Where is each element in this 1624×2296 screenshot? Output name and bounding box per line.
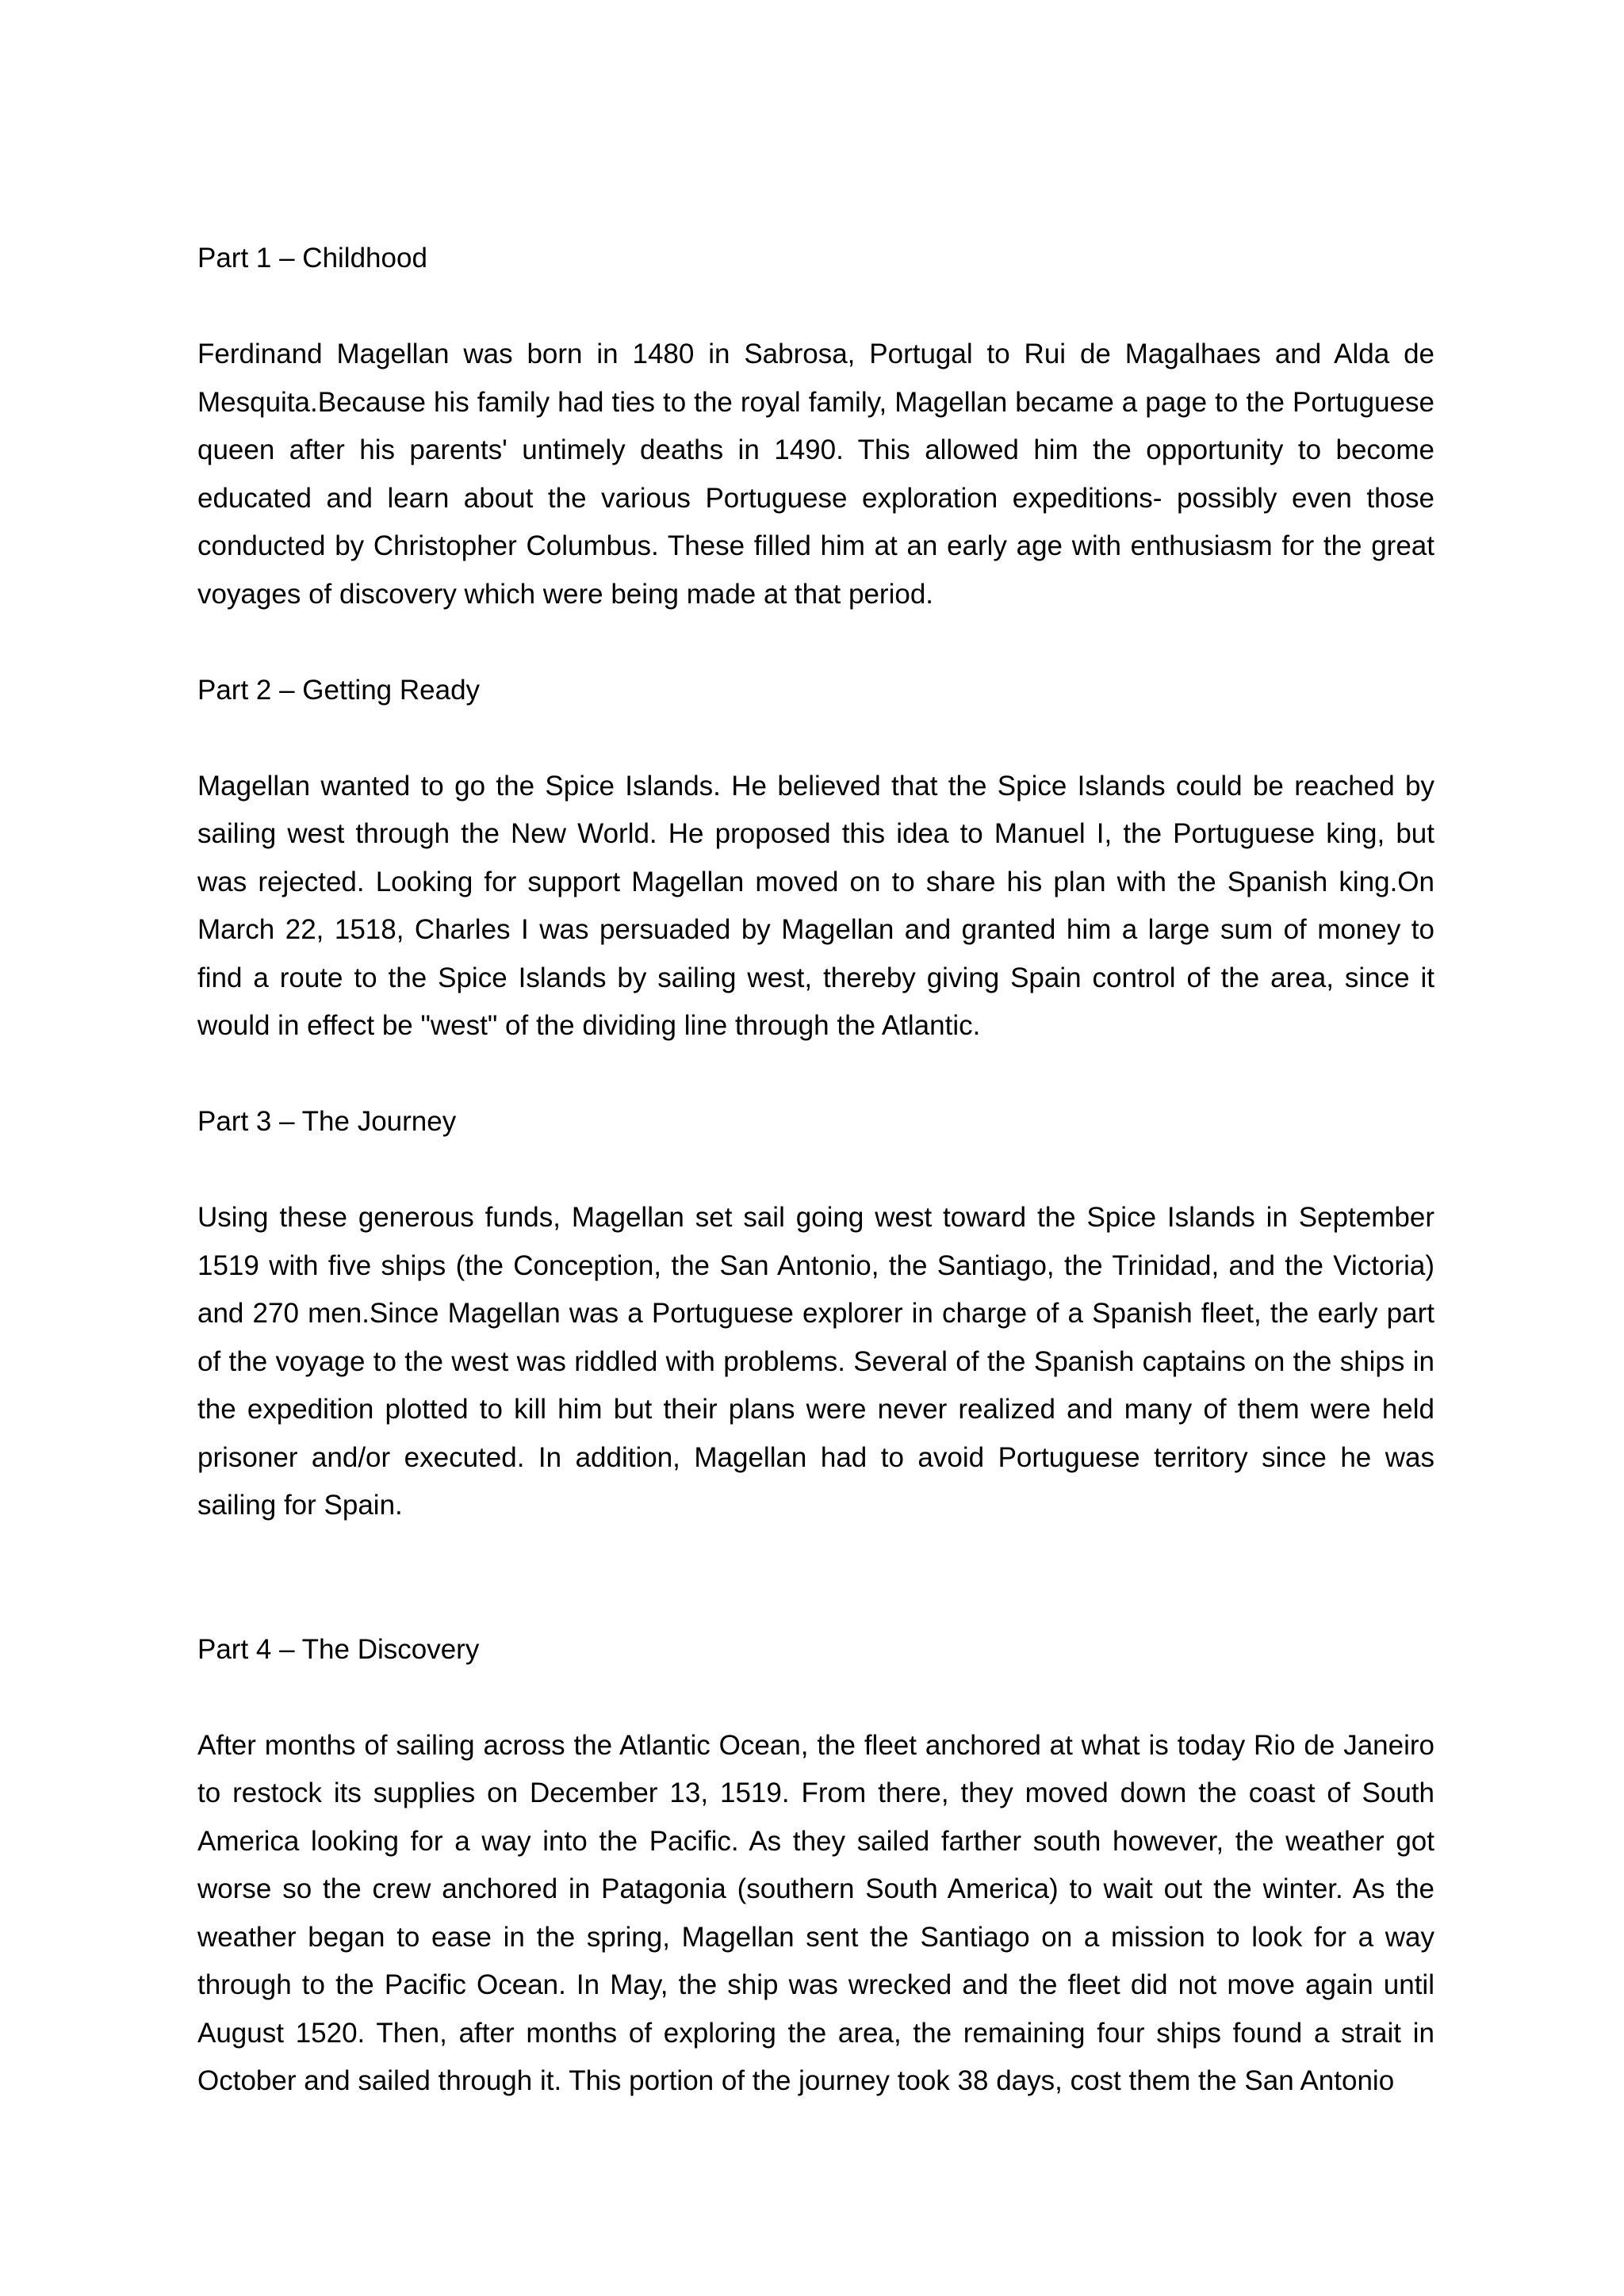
document-body <box>197 235 1434 2106</box>
section-body-the-discovery: After months of sailing across the Atlantic Ocean, the fleet anchored at what is today Rio de Janeiro to restock its supplies on December 13, 1519. From there, they moved down the coast of South America looking for a way into the Pacific. As they sailed farther south however, the weather got worse so the crew anchored in Patagonia (southern South America) to wait out the winter. As the weather began to ease in the spring, Magellan sent the Santiago on a mission to look for a way through to the Pacific Ocean. In May, the ship was wrecked and the fleet did not move again until August 1520. Then, after months of exploring the area, the remaining four ships found a strait in October and sailed through it. This portion of the journey took 38 days, cost them the San Antonio <box>197 1729 1434 2096</box>
spacer <box>197 1530 1434 1626</box>
spacer <box>197 1674 1434 1722</box>
section-heading-the-discovery: Part 4 – The Discovery <box>197 1633 480 1665</box>
spacer <box>197 618 1434 667</box>
spacer <box>197 283 1434 331</box>
section-heading-childhood: Part 1 – Childhood <box>197 243 427 274</box>
spacer <box>197 1146 1434 1195</box>
section-heading-getting-ready: Part 2 – Getting Ready <box>197 674 481 706</box>
section-body-childhood: Ferdinand Magellan was born in 1480 in Sabrosa, Portugal to Rui de Magalhaes and Alda de Mesquita.Because his family had ties to the royal family, Magellan became a page to the Portuguese queen after his parents' untimely deaths in 1490. This allowed him the opportunity to become educated and learn about the various Portuguese exploration expeditions- possibly even those conducted by Christopher Columbus. These filled him at an early age with enthusiasm for the great voyages of discovery which were being made at that period. <box>197 339 1434 610</box>
section-heading-the-journey: Part 3 – The Journey <box>197 1106 457 1137</box>
section-body-getting-ready: Magellan wanted to go the Spice Islands. He believed that the Spice Islands could be reached by sailing west through the New World. He proposed this idea to Manuel I, the Portuguese king, but was rejected. Looking for support Magellan moved on to share his plan with the Spanish king.On March 22, 1518, Charles I was persuaded by Magellan and granted him a large sum of money to find a route to the Spice Islands by sailing west, thereby giving Spain control of the area, since it would in effect be "west" of the dividing line through the Atlantic. <box>197 770 1434 1041</box>
section-body-the-journey: Using these generous funds, Magellan set sail going west toward the Spice Islands in September 1519 with five ships (the Conception, the San Antonio, the Santiago, the Trinidad, and the Victoria) and 270 men.Since Magellan was a Portuguese explorer in charge of a Spanish fleet, the early part of the voyage to the west was riddled with problems. Several of the Spanish captains on the ships in the expedition plotted to kill him but their plans were never realized and many of them were held prisoner and/or executed. In addition, Magellan had to avoid Portuguese territory since he was sailing for Spain. <box>197 1202 1434 1521</box>
spacer <box>197 714 1434 763</box>
spacer <box>197 1050 1434 1099</box>
